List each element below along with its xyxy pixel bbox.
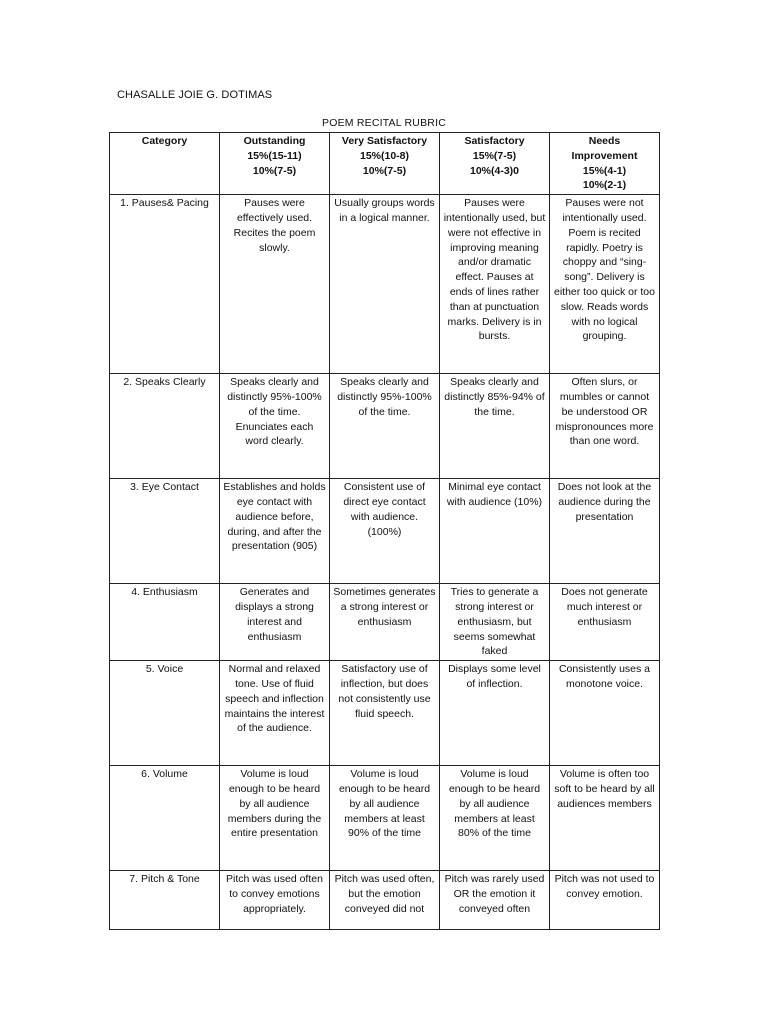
cell-satisfactory: Volume is loud enough to be heard by all audience members at least 80% of the time [440,766,550,871]
cell-outstanding: Normal and relaxed tone. Use of fluid speech and inflection maintains the interest of the audience. [220,661,330,766]
table-row [110,195,660,374]
row-category-speaks-clearly: 2. Speaks Clearly [110,374,220,479]
row-category-volume: 6. Volume [110,766,220,871]
cell-needs-improvement: Does not look at the audience during the presentation [550,479,660,584]
cell-needs-improvement: Pitch was not used to convey emotion. [550,871,660,930]
cell-very-satisfactory: Satisfactory use of inflection, but does not consistently use fluid speech. [330,661,440,766]
cell-outstanding: Pauses were effectively used. Recites the poem slowly. [220,195,330,374]
cell-satisfactory: Pitch was rarely used OR the emotion it conveyed often [440,871,550,930]
cell-satisfactory: Speaks clearly and distinctly 85%-94% of the time. [440,374,550,479]
cell-outstanding: Volume is loud enough to be heard by all audience members during the entire presentation [220,766,330,871]
cell-outstanding: Pitch was used often to convey emotions appropriately. [220,871,330,930]
row-category-enthusiasm: 4. Enthusiasm [110,584,220,661]
cell-needs-improvement: Pauses were not intentionally used. Poem is recited rapidly. Poetry is choppy and “sing-song”. Delivery is either too quick or too slow. Reads words with no logical grouping. [550,195,660,374]
cell-satisfactory: Tries to generate a strong interest or enthusiasm, but seems somewhat faked [440,584,550,661]
cell-very-satisfactory: Consistent use of direct eye contact with audience. (100%) [330,479,440,584]
table-row [110,871,660,930]
cell-very-satisfactory: Volume is loud enough to be heard by all audience members at least 90% of the time [330,766,440,871]
document-title: POEM RECITAL RUBRIC [322,117,446,129]
row-category-eye-contact: 3. Eye Contact [110,479,220,584]
row-category-pitch-tone: 7. Pitch & Tone [110,871,220,930]
author-name: CHASALLE JOIE G. DOTIMAS [117,89,273,101]
cell-outstanding: Speaks clearly and distinctly 95%-100% of the time. Enunciates each word clearly. [220,374,330,479]
rubric-table [109,132,660,930]
cell-very-satisfactory: Usually groups words in a logical manner. [330,195,440,374]
table-row [110,584,660,661]
header-row [110,133,660,195]
cell-outstanding: Generates and displays a strong interest and enthusiasm [220,584,330,661]
table-row [110,766,660,871]
cell-satisfactory: Pauses were intentionally used, but were not effective in improving meaning and/or dramatic effect. Pauses at ends of lines rather than at punctuation marks. Delivery is in bursts. [440,195,550,374]
header-very-satisfactory: Very Satisfactory 15%(10-8) 10%(7-5) [330,133,440,195]
cell-needs-improvement: Consistently uses a monotone voice. [550,661,660,766]
cell-very-satisfactory: Pitch was used often, but the emotion conveyed did not [330,871,440,930]
header-satisfactory: Satisfactory 15%(7-5) 10%(4-3)0 [440,133,550,195]
table-row [110,661,660,766]
cell-needs-improvement: Volume is often too soft to be heard by all audiences members [550,766,660,871]
table-row [110,374,660,479]
cell-satisfactory: Displays some level of inflection. [440,661,550,766]
header-category: Category [110,133,220,195]
row-category-voice: 5. Voice [110,661,220,766]
cell-very-satisfactory: Sometimes generates a strong interest or enthusiasm [330,584,440,661]
cell-very-satisfactory: Speaks clearly and distinctly 95%-100% of the time. [330,374,440,479]
cell-needs-improvement: Often slurs, or mumbles or cannot be understood OR mispronounces more than one word. [550,374,660,479]
header-needs-improvement: Needs Improvement 15%(4-1) 10%(2-1) [550,133,660,195]
cell-outstanding: Establishes and holds eye contact with audience before, during, and after the presentation (905) [220,479,330,584]
cell-needs-improvement: Does not generate much interest or enthusiasm [550,584,660,661]
header-outstanding: Outstanding 15%(15-11) 10%(7-5) [220,133,330,195]
row-category-pauses-pacing: 1. Pauses& Pacing [110,195,220,374]
table-row [110,479,660,584]
cell-satisfactory: Minimal eye contact with audience (10%) [440,479,550,584]
